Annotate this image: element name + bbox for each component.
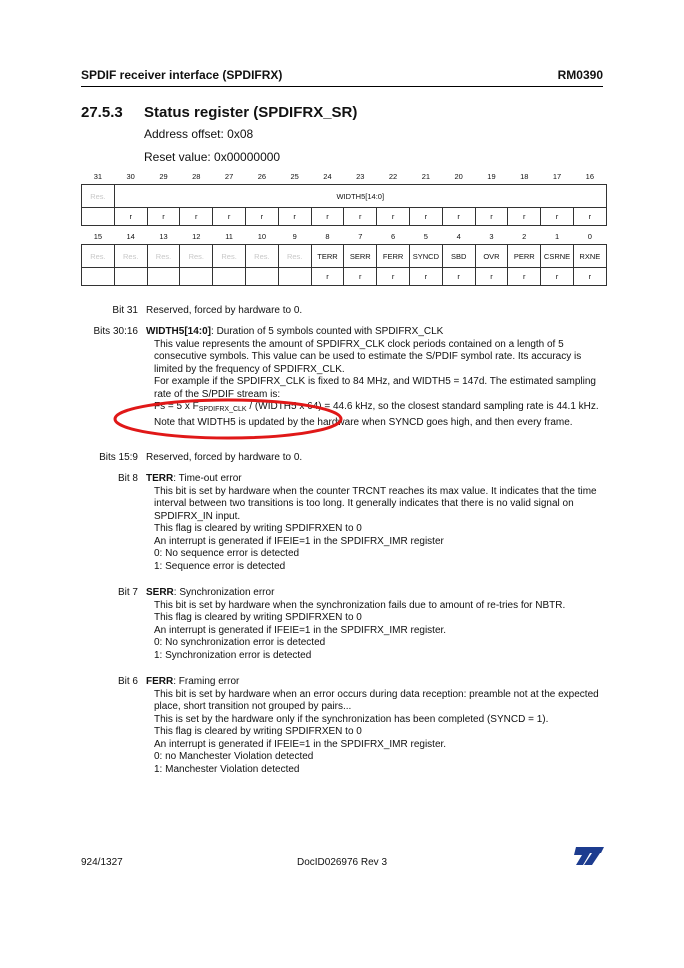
- bit-title: [146, 587, 606, 600]
- bit-number-row: [82, 168, 607, 185]
- bit-text: Reserved, forced by hardware to 0.: [146, 452, 303, 463]
- bit-number-row: [82, 228, 607, 245]
- bit-number: 25: [290, 171, 299, 181]
- access-cell-empty: [147, 268, 180, 286]
- reset-value: Reset value: 0x00000000: [144, 150, 281, 164]
- bit-paragraph: 1: Manchester Violation detected: [154, 763, 300, 775]
- bit-number: 27: [224, 171, 234, 181]
- access-cell: r: [311, 208, 344, 226]
- bit-label: Bit 6: [117, 676, 138, 687]
- bit-number: 3: [489, 231, 494, 241]
- bit-description: [146, 305, 606, 318]
- document-id: RM0390: [557, 68, 603, 82]
- bit-paragraph: This flag is cleared by writing SPDIFRXEN to 0: [154, 523, 362, 534]
- register-table-upper: [81, 168, 607, 226]
- bit-paragraph: 1: Sequence error is detected: [154, 560, 286, 572]
- formula: [146, 401, 606, 417]
- bit-number: 28: [192, 171, 201, 181]
- access-cell: r: [409, 268, 442, 286]
- page-number: 924/1327: [81, 857, 123, 868]
- bit-number: 29: [159, 171, 168, 181]
- bit-number: 6: [390, 231, 396, 241]
- bit-number: 1: [554, 231, 560, 241]
- reserved-field: Res.: [147, 245, 180, 268]
- access-cell: r: [409, 208, 442, 226]
- bit-title: [146, 676, 606, 689]
- bit-number: 21: [421, 171, 431, 181]
- ovr-field: OVR: [475, 245, 508, 268]
- width5-field: WIDTH5[14:0]: [114, 185, 606, 208]
- bit-paragraph: 0: No synchronization error is detected: [154, 637, 326, 648]
- bit-number: 9: [292, 231, 297, 241]
- page-header-title: SPDIF receiver interface (SPDIFRX): [81, 68, 283, 82]
- access-cell-empty: [114, 268, 147, 286]
- bit-title-rest: : Duration of 5 symbols counted with SPDIFRX_CLK: [211, 326, 444, 337]
- bit-title: [146, 326, 606, 339]
- bit-paragraph: This bit is set by hardware when the synchronization fails due to amount of re-tries for NBTR.: [154, 599, 566, 611]
- formula-subscript: SPDIFRX_CLK: [198, 406, 247, 413]
- access-cell-empty: [180, 268, 213, 286]
- bit-description-ferr: [146, 676, 606, 776]
- bit-number: 16: [585, 171, 595, 181]
- bit-paragraph: This flag is cleared by writing SPDIFRXEN to 0: [154, 726, 362, 737]
- access-cell: r: [442, 268, 475, 286]
- bit-number: 13: [159, 231, 168, 241]
- st-logo-icon: [570, 845, 606, 867]
- bit-paragraph: 1: Synchronization error is detected: [154, 649, 312, 661]
- bit-number: 11: [225, 231, 233, 241]
- bit-number: 4: [456, 231, 461, 241]
- bit-number: 10: [257, 231, 267, 241]
- csrne-field: CSRNE: [541, 245, 574, 268]
- header-rule: [81, 86, 603, 87]
- bit-number: 19: [487, 171, 496, 181]
- bit-paragraph: For example if the SPDIFRX_CLK is fixed to 84 MHz, and WIDTH5 = 147d. The estimated sampling rate of the S/PDIF stream is:: [154, 376, 596, 400]
- access-cell: r: [508, 208, 541, 226]
- bit-number: 22: [388, 171, 398, 181]
- bit-number: 12: [192, 231, 201, 241]
- access-cell-empty: [82, 208, 115, 226]
- access-cell-empty: [278, 268, 311, 286]
- access-cell: r: [377, 268, 410, 286]
- reserved-field: Res.: [82, 245, 115, 268]
- access-cell: r: [344, 268, 377, 286]
- syncd-field: SYNCD: [409, 245, 442, 268]
- reserved-field: Res.: [114, 245, 147, 268]
- bit-paragraph: An interrupt is generated if IFEIE=1 in the SPDIFRX_IMR register: [154, 535, 444, 547]
- bit-label: Bit 31: [112, 305, 138, 316]
- bit-title-rest: : Framing error: [173, 676, 240, 687]
- bit-label: Bit 8: [117, 473, 138, 484]
- doc-revision: DocID026976 Rev 3: [296, 857, 388, 868]
- bit-paragraph: This flag is cleared by writing SPDIFRXEN to 0: [154, 612, 362, 623]
- field-row: [82, 245, 607, 268]
- access-cell: r: [245, 208, 278, 226]
- bit-description-serr: [146, 587, 606, 662]
- terr-field: TERR: [311, 245, 344, 268]
- bit-name: SERR: [146, 587, 174, 598]
- formula-post: / (WIDTH5 x 64) = 44.6 kHz, so the closest standard sampling rate is 44.1 kHz.: [246, 401, 599, 412]
- access-cell: r: [344, 208, 377, 226]
- sbd-field: SBD: [442, 245, 475, 268]
- bit-paragraph: An interrupt is generated if IFEIE=1 in the SPDIFRX_IMR register.: [154, 738, 447, 750]
- bit-title-rest: : Time-out error: [173, 473, 242, 484]
- access-cell: r: [541, 208, 574, 226]
- bit-number: 8: [325, 231, 330, 241]
- bit-number: 18: [520, 171, 529, 181]
- field-row: [82, 185, 607, 208]
- section-number: 27.5.3: [81, 104, 123, 121]
- bit-number: 2: [522, 231, 527, 241]
- bit-label: Bit 7: [117, 587, 138, 598]
- reserved-field: Res.: [213, 245, 246, 268]
- bit-number: 26: [257, 171, 267, 181]
- section-title: Status register (SPDIFRX_SR): [144, 104, 358, 121]
- reserved-field: Res.: [245, 245, 278, 268]
- access-cell: r: [541, 268, 574, 286]
- bit-name: FERR: [146, 676, 174, 687]
- access-cell: r: [475, 208, 508, 226]
- bit-number: 15: [93, 231, 103, 241]
- address-offset: Address offset: 0x08: [144, 127, 254, 141]
- bit-number: 0: [587, 231, 592, 241]
- bit-paragraph: This bit is set by hardware when an error occurs during data reception: preamble not at the expected place, short transition not grouped by pairs...: [154, 688, 599, 712]
- bit-text: Reserved, forced by hardware to 0.: [146, 305, 303, 316]
- bit-paragraph: This is set by the hardware only if the synchronization has been completed (SYNCD = 1).: [154, 713, 549, 725]
- access-cell-empty: [245, 268, 278, 286]
- bit-name: TERR: [146, 473, 174, 484]
- serr-field: SERR: [344, 245, 377, 268]
- access-row: [82, 208, 607, 226]
- bit-description-terr: [146, 473, 606, 573]
- bit-number: 20: [454, 171, 463, 181]
- access-cell: r: [311, 268, 344, 286]
- bit-number: 5: [423, 231, 428, 241]
- bit-number: 14: [126, 231, 135, 241]
- access-cell: r: [180, 208, 213, 226]
- access-cell: r: [114, 208, 147, 226]
- access-cell: r: [278, 208, 311, 226]
- bit-paragraph: Note that WIDTH5 is updated by the hardware when SYNCD goes high, and then every frame.: [154, 416, 573, 428]
- perr-field: PERR: [508, 245, 541, 268]
- access-cell: r: [213, 208, 246, 226]
- formula-pre: Fs = 5 x F: [154, 401, 199, 412]
- bit-number: 24: [323, 171, 332, 181]
- access-cell-empty: [213, 268, 246, 286]
- register-table-lower: [81, 228, 607, 286]
- reserved-field: Res.: [180, 245, 213, 268]
- bit-paragraph: This value represents the amount of SPDIFRX_CLK clock periods contained on a length of 5 consecutive symbols. This value can be used to estimate the S/PDIF symbol rate. Its accuracy is limited by the frequency of SPDIFRX_CLK.: [154, 338, 582, 375]
- access-row: [82, 268, 607, 286]
- bit-label: Bits 15:9: [99, 452, 138, 463]
- access-cell: r: [573, 208, 606, 226]
- bit-title: [146, 473, 606, 486]
- access-cell: r: [475, 268, 508, 286]
- bit-description: [146, 452, 606, 465]
- bit-number: 7: [358, 231, 363, 241]
- rxne-field: RXNE: [573, 245, 606, 268]
- bit-number: 23: [356, 171, 365, 181]
- access-cell: r: [377, 208, 410, 226]
- bit-paragraph: 0: no Manchester Violation detected: [154, 751, 314, 762]
- bit-name: WIDTH5[14:0]: [146, 326, 212, 337]
- bit-paragraph: An interrupt is generated if IFEIE=1 in the SPDIFRX_IMR register.: [154, 624, 447, 636]
- reserved-field: Res.: [278, 245, 311, 268]
- ferr-field: FERR: [377, 245, 410, 268]
- access-cell: r: [508, 268, 541, 286]
- bit-label: Bits 30:16: [93, 326, 138, 337]
- reserved-field: Res.: [82, 185, 115, 208]
- bit-paragraph: This bit is set by hardware when the counter TRCNT reaches its max value. It indicates that the time interval between two transitions is too long. It generally indicates that there is no valid signal on SPDIFRX_IN input.: [154, 485, 597, 522]
- access-cell: r: [147, 208, 180, 226]
- bit-number: 17: [552, 171, 562, 181]
- access-cell: r: [442, 208, 475, 226]
- bit-description-width5: [146, 326, 606, 429]
- access-cell-empty: [82, 268, 115, 286]
- access-cell: r: [573, 268, 606, 286]
- bit-title-rest: : Synchronization error: [173, 587, 275, 598]
- bit-paragraph: 0: No sequence error is detected: [154, 548, 300, 559]
- bit-number: 31: [93, 171, 103, 181]
- bit-number: 30: [126, 171, 135, 181]
